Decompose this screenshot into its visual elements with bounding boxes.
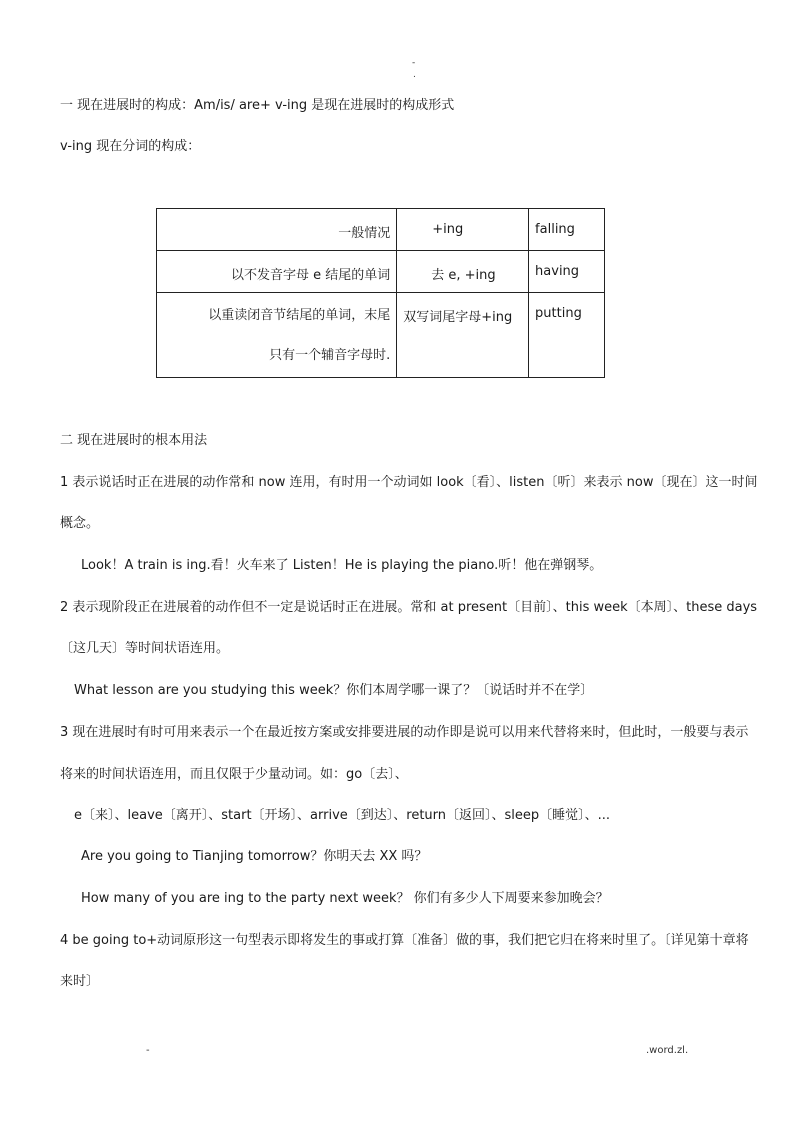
rule-cell: 以不发音字母 e 结尾的单词 [157, 251, 397, 293]
section2-heading: 二 现在进展时的根本用法 [60, 433, 208, 448]
usage3-text-cont: 将来的时间状语连用，而且仅限于少量动词。如：go〔去〕、 [60, 767, 408, 782]
change-cell: +ing [397, 209, 529, 251]
footer-right: .word.zl. [646, 1045, 689, 1056]
table-row [157, 209, 605, 251]
usage3-example-1: Are you going to Tianjing tomorrow？你明天去 XX 吗？ [81, 849, 428, 864]
rule-cell: 以重读闭音节结尾的单词，末尾 只有一个辅音字母时. [157, 293, 397, 378]
change-cell: 去 e, +ing [397, 251, 529, 293]
example-cell: falling [529, 209, 605, 251]
footer-left: - [146, 1045, 150, 1056]
ving-formation-table [156, 208, 605, 378]
header-mark-bottom: . [413, 70, 416, 80]
table-row [157, 251, 605, 293]
usage2-text: 2 表示现阶段正在进展着的动作但不一定是说话时正在进展。常和 at present〔目前〕、this week〔本周〕、these days [60, 600, 758, 615]
usage2-text-cont: 〔这几天〕等时间状语连用。 [60, 641, 230, 656]
section1-subheading: v-ing 现在分词的构成： [60, 139, 201, 154]
usage4-text-cont: 来时〕 [60, 974, 100, 989]
usage3-text: 3 现在进展时有时可用来表示一个在最近按方案或安排要进展的动作即是说可以用来代替将来时，但此时，一般要与表示 [60, 725, 749, 740]
usage1-text: 1 表示说话时正在进展的动作常和 now 连用，有时用一个动词如 look〔看〕、listen〔听〕来表示 now〔现在〕这一时间 [60, 475, 758, 490]
rule-cell: 一般情况 [157, 209, 397, 251]
usage4-text: 4 be going to+动词原形这一句型表示即将发生的事或打算〔准备〕做的事，我们把它归在将来时里了。〔详见第十章将 [60, 933, 749, 948]
example-cell: having [529, 251, 605, 293]
header-mark-top: - [412, 58, 416, 68]
usage3-verb-list: e〔来〕、leave〔离开〕、start〔开场〕、arrive〔到达〕、return〔返回〕、sleep〔睡觉〕、... [74, 808, 611, 823]
table-row [157, 293, 605, 378]
usage2-example: What lesson are you studying this week？你们本周学哪一课了？〔说话时并不在学〕 [74, 683, 594, 698]
section1-heading: 一 现在进展时的构成：Am/is/ are+ v-ing 是现在进展时的构成形式 [60, 98, 455, 113]
usage3-example-2: How many of you are ing to the party next week？ 你们有多少人下周要来参加晚会？ [81, 891, 609, 906]
example-cell: putting [529, 293, 605, 378]
usage1-text-cont: 概念。 [60, 516, 100, 531]
usage1-example: Look！A train is ing.看！火车来了 Listen！He is playing the piano.听！他在弹钢琴。 [81, 558, 603, 573]
change-cell: 双写词尾字母+ing [397, 293, 529, 378]
